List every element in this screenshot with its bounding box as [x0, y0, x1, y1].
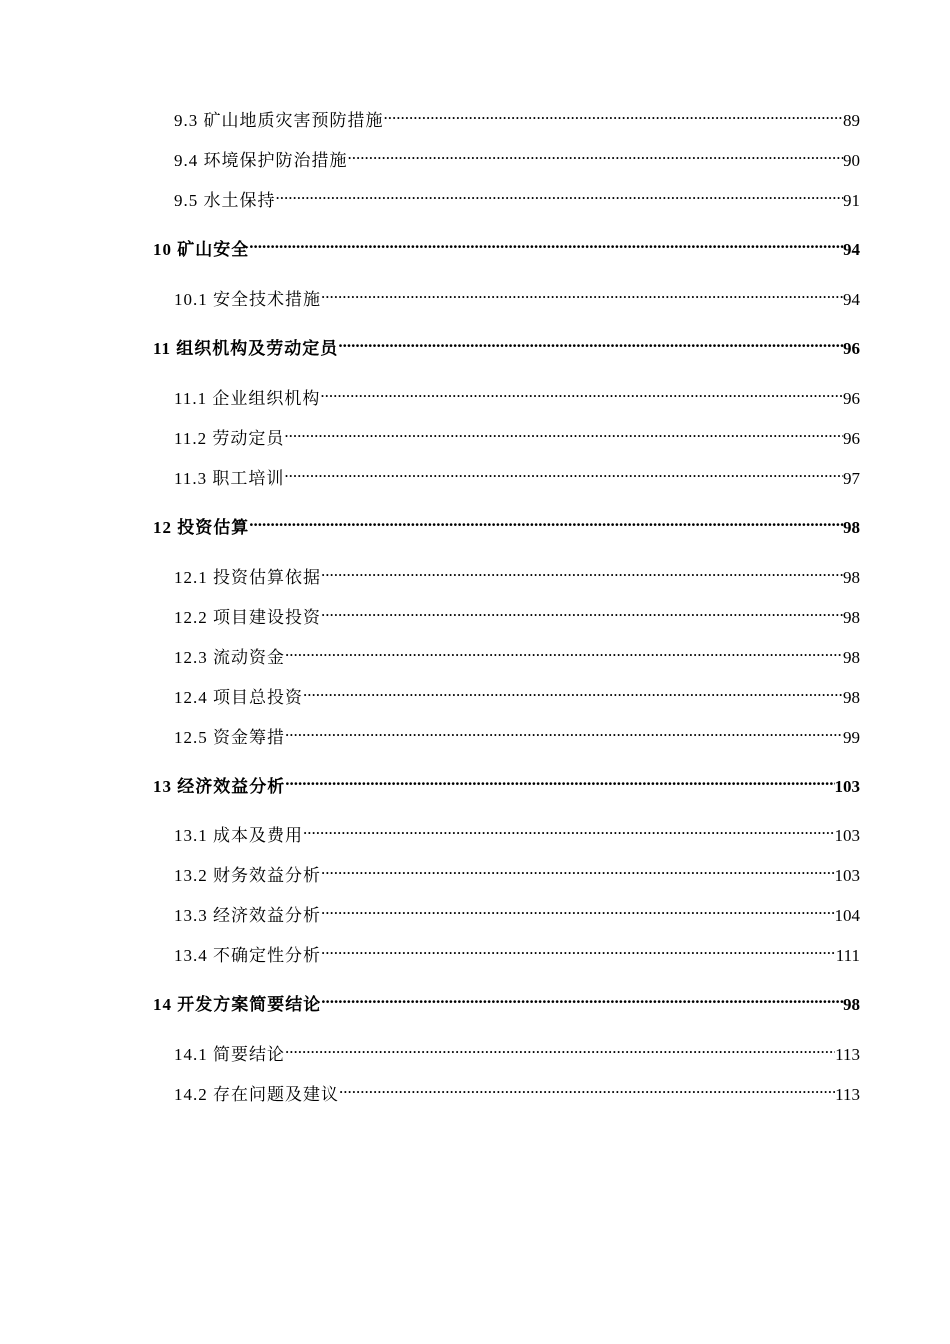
toc-dot-leader	[321, 285, 843, 305]
toc-dot-leader	[384, 106, 844, 126]
toc-entry[interactable]	[174, 941, 860, 966]
toc-dot-leader	[249, 235, 843, 255]
toc-dot-leader	[303, 821, 835, 841]
toc-dot-leader	[321, 563, 843, 583]
toc-entry-label: 12 投资估算	[153, 518, 250, 537]
toc-page-number: 98	[843, 568, 860, 587]
toc-entry-label: 10.1 安全技术措施	[174, 290, 321, 309]
toc-page-number: 113	[835, 1085, 860, 1104]
toc-entry[interactable]	[174, 384, 860, 409]
toc-dot-leader	[249, 513, 843, 533]
toc-entry[interactable]	[174, 563, 860, 588]
toc-chapter-entry[interactable]	[153, 334, 860, 359]
toc-page-number: 96	[843, 339, 860, 358]
toc-dot-leader	[276, 186, 844, 206]
toc-page-number: 98	[843, 648, 860, 667]
toc-page-number: 94	[843, 290, 860, 309]
toc-page-number: 94	[843, 240, 860, 259]
toc-entry[interactable]	[174, 285, 860, 310]
toc-page-number: 90	[843, 151, 860, 170]
toc-entry[interactable]	[174, 643, 860, 668]
toc-entry[interactable]	[174, 821, 860, 846]
toc-entry-label: 12.2 项目建设投资	[174, 608, 321, 627]
toc-entry-label: 13.1 成本及费用	[174, 826, 303, 845]
toc-entry-label: 9.4 环境保护防治措施	[174, 151, 348, 170]
toc-page-number: 96	[843, 389, 860, 408]
toc-page-number: 98	[843, 995, 860, 1014]
toc-dot-leader	[321, 990, 843, 1010]
toc-page-number: 103	[834, 777, 860, 796]
toc-entry[interactable]	[174, 1040, 860, 1065]
toc-entry-label: 11 组织机构及劳动定员	[153, 339, 339, 358]
toc-entry-label: 13.3 经济效益分析	[174, 906, 321, 925]
toc-dot-leader	[321, 941, 836, 961]
toc-chapter-entry[interactable]	[153, 772, 860, 797]
toc-page-number: 104	[834, 906, 860, 925]
toc-entry-label: 9.3 矿山地质灾害预防措施	[174, 111, 384, 130]
toc-chapter-entry[interactable]	[153, 513, 860, 538]
toc-dot-leader	[285, 1040, 835, 1060]
toc-entry-label: 13.2 财务效益分析	[174, 866, 321, 885]
toc-page-number: 96	[843, 429, 860, 448]
toc-entry[interactable]	[174, 603, 860, 628]
toc-dot-leader	[303, 683, 843, 703]
toc-dot-leader	[338, 334, 843, 354]
toc-entry-label: 12.4 项目总投资	[174, 688, 303, 707]
toc-page-number: 98	[843, 608, 860, 627]
toc-entry-label: 11.2 劳动定员	[174, 429, 285, 448]
toc-page-number: 89	[843, 111, 860, 130]
toc-dot-leader	[321, 901, 835, 921]
toc-dot-leader	[284, 424, 843, 444]
toc-page-number: 103	[834, 866, 860, 885]
toc-dot-leader	[348, 146, 844, 166]
toc-entry[interactable]	[174, 901, 860, 926]
toc-dot-leader	[339, 1080, 835, 1100]
toc-entry-label: 9.5 水土保持	[174, 191, 276, 210]
toc-entry[interactable]	[174, 464, 860, 489]
toc-dot-leader	[321, 603, 843, 623]
toc-page-number: 98	[843, 518, 860, 537]
toc-chapter-entry[interactable]	[153, 235, 860, 260]
toc-entry-label: 11.1 企业组织机构	[174, 389, 321, 408]
toc-entry[interactable]	[174, 723, 860, 748]
toc-page-number: 103	[834, 826, 860, 845]
toc-entry[interactable]	[174, 146, 860, 171]
toc-entry[interactable]	[174, 424, 860, 449]
toc-entry[interactable]	[174, 861, 860, 886]
toc-entry-label: 13 经济效益分析	[153, 777, 286, 796]
toc-page-number: 97	[843, 469, 860, 488]
toc-entry-label: 12.1 投资估算依据	[174, 568, 321, 587]
toc-chapter-entry[interactable]	[153, 990, 860, 1015]
toc-entry-label: 12.3 流动资金	[174, 648, 285, 667]
toc-dot-leader	[321, 861, 835, 881]
toc-entry-label: 14 开发方案简要结论	[153, 995, 322, 1014]
toc-page-number: 91	[843, 191, 860, 210]
toc-page-number: 113	[835, 1045, 860, 1064]
toc-dot-leader	[285, 643, 843, 663]
toc-entry-label: 13.4 不确定性分析	[174, 946, 321, 965]
toc-page-number: 98	[843, 688, 860, 707]
toc-dot-leader	[284, 464, 843, 484]
toc-entry-label: 14.2 存在问题及建议	[174, 1085, 339, 1104]
toc-entry[interactable]	[174, 186, 860, 211]
toc-dot-leader	[285, 772, 834, 792]
toc-entry-label: 10 矿山安全	[153, 240, 250, 259]
toc-dot-leader	[285, 723, 843, 743]
toc-entry-label: 12.5 资金筹措	[174, 728, 285, 747]
toc-entry[interactable]	[174, 683, 860, 708]
toc-entry[interactable]	[174, 106, 860, 131]
toc-entry-label: 11.3 职工培训	[174, 469, 285, 488]
toc-page-number: 111	[835, 946, 860, 965]
toc-dot-leader	[320, 384, 843, 404]
toc-page-number: 99	[843, 728, 860, 747]
toc-entry[interactable]	[174, 1080, 860, 1105]
toc-entry-label: 14.1 简要结论	[174, 1045, 285, 1064]
